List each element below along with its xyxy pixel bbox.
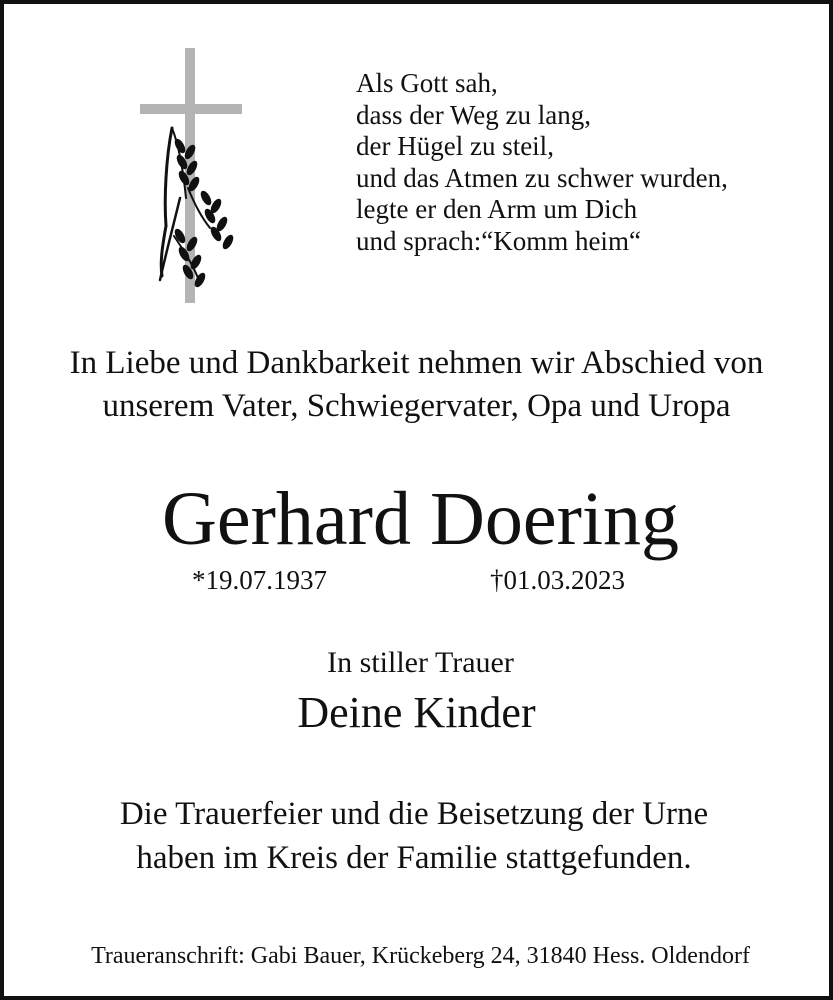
- cross-horizontal-beam: [140, 104, 242, 114]
- death-date: †01.03.2023: [490, 565, 625, 595]
- mourning-phrase: In stiller Trauer: [327, 646, 514, 679]
- poem-line: Als Gott sah,: [356, 68, 498, 98]
- poem: [356, 68, 826, 257]
- farewell-intro-line: unserem Vater, Schwiegervater, Opa und Uropa: [102, 388, 731, 424]
- poem-line: und das Atmen zu schwer wurden,: [356, 162, 728, 193]
- farewell-intro-line: In Liebe und Dankbarkeit nehmen wir Abschied von: [69, 345, 764, 381]
- poem-line: dass der Weg zu lang,: [356, 99, 592, 130]
- funeral-notice-line: Die Trauerfeier und die Beisetzung der Urne: [119, 796, 709, 832]
- deceased-name: Gerhard Doering: [161, 477, 679, 561]
- wheat-ears: [173, 137, 236, 289]
- poem-line: der Hügel zu steil,: [356, 131, 554, 161]
- poem-line: und sprach:“Komm heim“: [356, 225, 641, 256]
- birth-date: *19.07.1937: [192, 565, 327, 595]
- funeral-notice: [4, 792, 824, 880]
- poem-line: legte er den Arm um Dich: [356, 194, 638, 224]
- farewell-intro: [4, 342, 829, 428]
- mourning-address: Traueranschrift: Gabi Bauer, Krückeberg 24, 31840 Hess. Oldendorf: [91, 943, 750, 969]
- funeral-notice-line: haben im Kreis der Familie stattgefunden.: [136, 840, 692, 876]
- mourners-names: Deine Kinder: [297, 688, 536, 737]
- cross-with-wheat-icon: [136, 48, 246, 306]
